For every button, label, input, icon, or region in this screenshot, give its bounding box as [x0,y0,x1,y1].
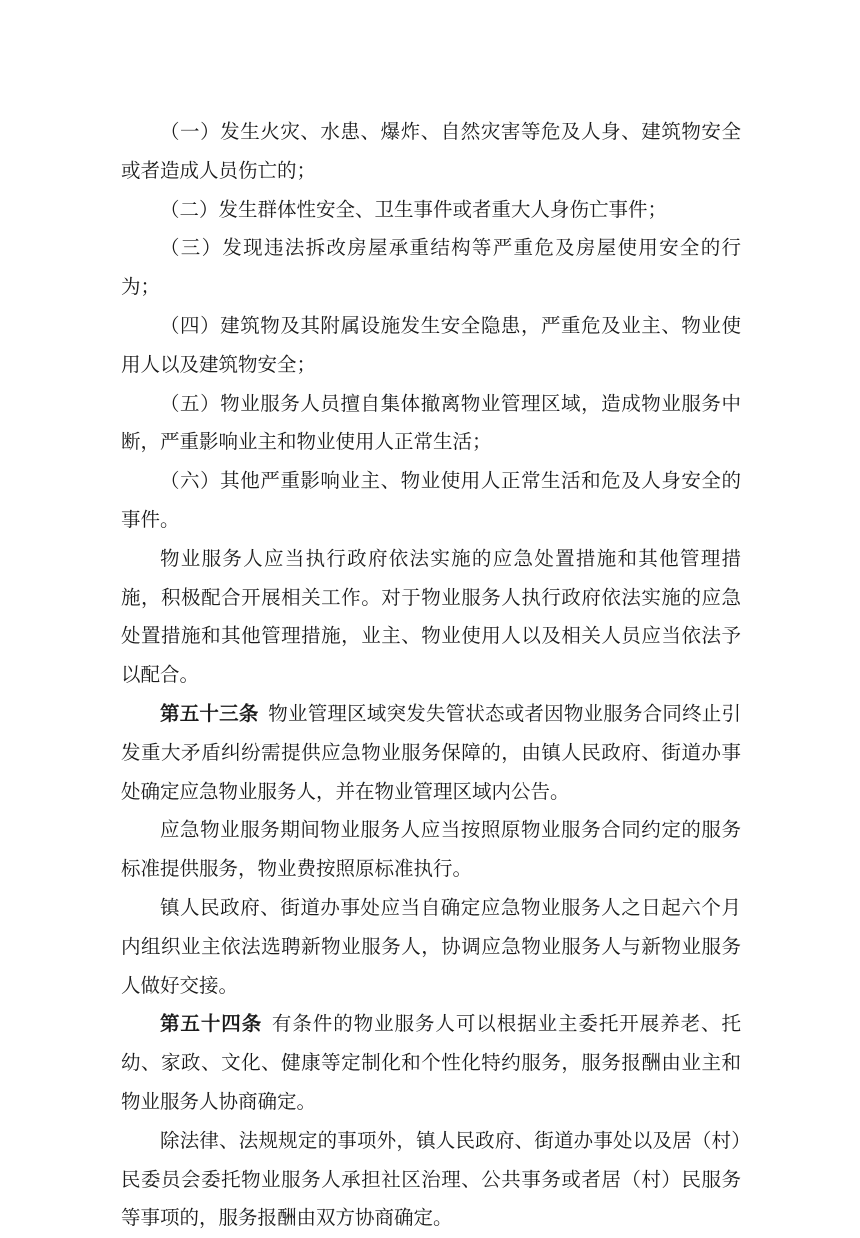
list-item: （五）物业服务人员擅自集体撤离物业管理区域，造成物业服务中断，严重影响业主和物业使用人正常生活； [121,391,741,454]
article-54-title: 第五十四条 [160,1012,263,1036]
article-53-title: 第五十三条 [160,701,259,725]
article-53 [121,695,741,811]
list-item: （四）建筑物及其附属设施发生安全隐患，严重危及业主、物业使用人以及建筑物安全； [121,313,741,376]
article-53-text: 物业管理区域突发失管状态或者因物业服务合同终止引发重大矛盾纠纷需提供应急物业服务保障的，由镇人民政府、街道办事处确定应急物业服务人，并在物业管理区域内公告。 [121,701,741,803]
paragraph: 镇人民政府、街道办事处应当自确定应急物业服务人之日起六个月内组织业主依法选聘新物业服务人，协调应急物业服务人与新物业服务人做好交接。 [121,895,741,997]
document-body [121,113,741,1238]
article-54 [121,1005,741,1121]
list-item: （六）其他严重影响业主、物业使用人正常生活和危及人身安全的事件。 [121,469,741,531]
list-item: （一）发生火灾、水患、爆炸、自然灾害等危及人身、建筑物安全或者造成人员伤亡的； [121,120,741,182]
list-item: （三）发现违法拆改房屋承重结构等严重危及房屋使用安全的行为； [121,236,741,299]
paragraph: 应急物业服务期间物业服务人应当按照原物业服务合同约定的服务标准提供服务，物业费按照原标准执行。 [121,818,741,881]
article-54-text: 有条件的物业服务人可以根据业主委托开展养老、托幼、家政、文化、健康等定制化和个性化特约服务，服务报酬由业主和物业服务人协商确定。 [121,1012,741,1113]
list-item: （二）发生群体性安全、卫生事件或者重大人身伤亡事件； [160,197,668,221]
paragraph: 物业服务人应当执行政府依法实施的应急处置措施和其他管理措施，积极配合开展相关工作。对于物业服务人执行政府依法实施的应急处置措施和其他管理措施，业主、物业使用人以及相关人员应当依法予以配合。 [121,546,741,687]
paragraph: 除法律、法规规定的事项外，镇人民政府、街道办事处以及居（村）民委员会委托物业服务人承担社区治理、公共事务或者居（村）民服务等事项的，服务报酬由双方协商确定。 [121,1128,741,1230]
